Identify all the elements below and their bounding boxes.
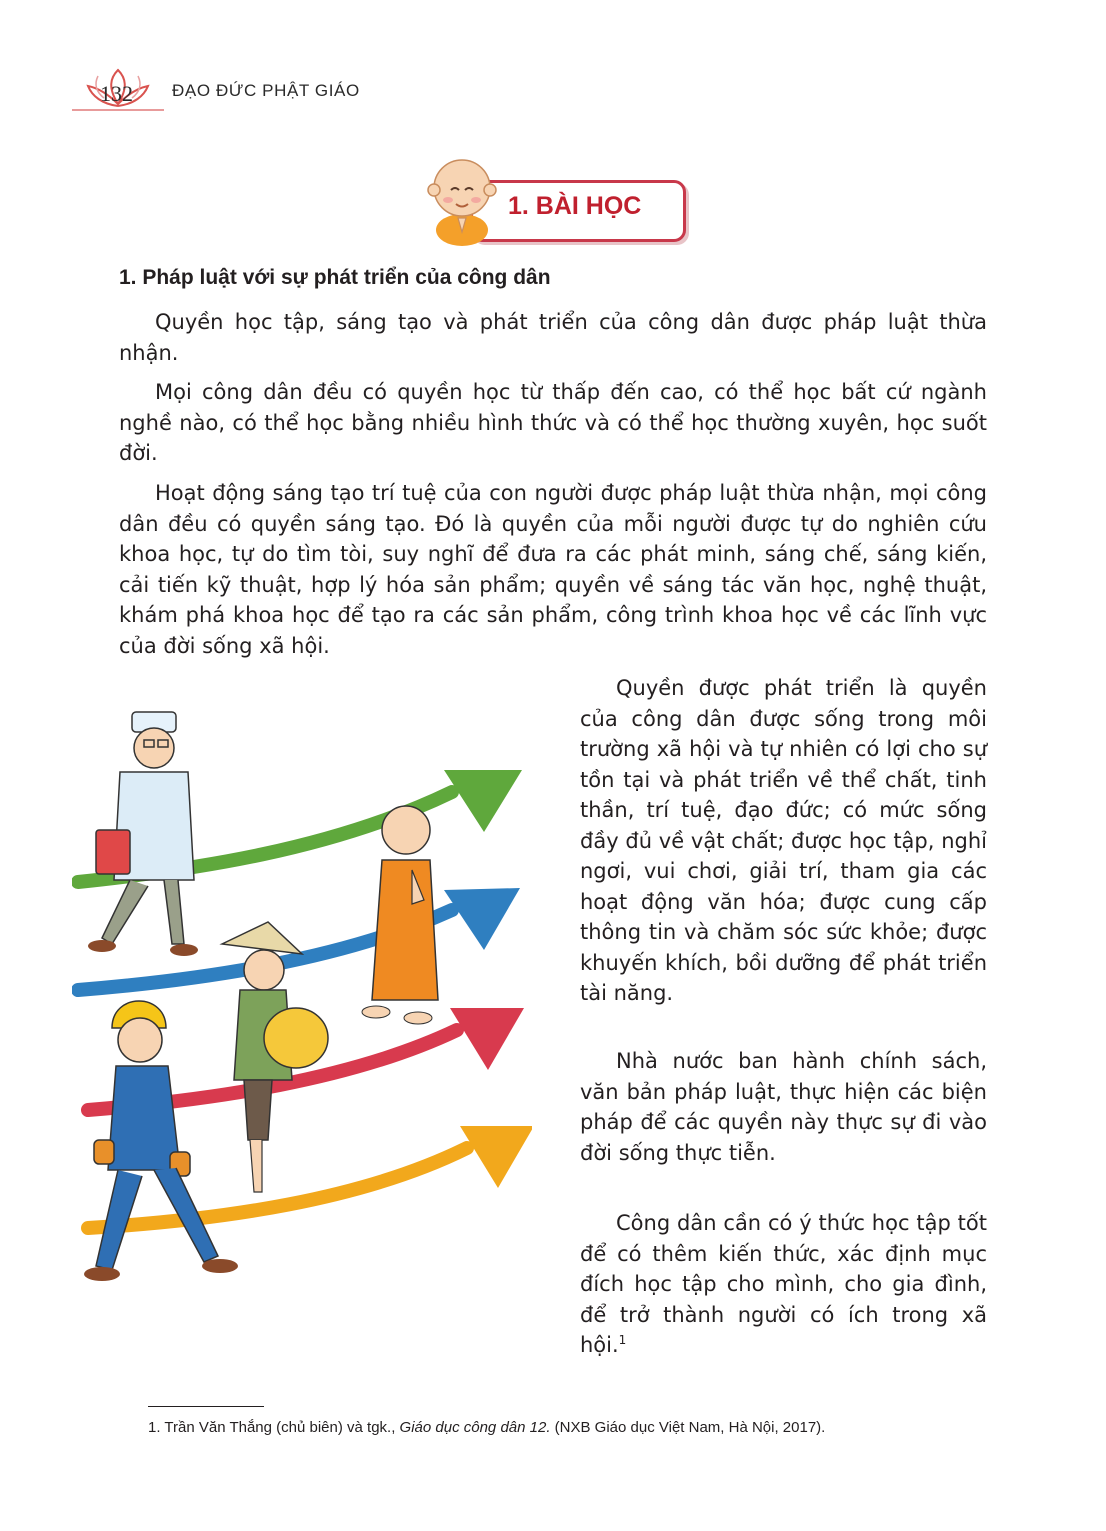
footnote-divider xyxy=(148,1406,264,1407)
running-title: ĐẠO ĐỨC PHẬT GIÁO xyxy=(172,81,360,100)
section-heading: 1. Pháp luật với sự phát triển của công dân xyxy=(119,266,551,289)
paragraph-5: Nhà nước ban hành chính sách, văn bản pháp luật, thực hiện các biện pháp để các quyền này thực sự đi vào đời sống thực tiễn. xyxy=(580,1049,987,1165)
development-illustration xyxy=(72,700,532,1300)
footnote-marker: 1 xyxy=(618,1333,627,1347)
monk-figure xyxy=(362,806,438,1024)
green-arrow-head xyxy=(444,770,522,832)
paragraph-4: Quyền được phát triển là quyền của công dân được sống trong môi trường xã hội và tự nhiên có lợi cho sự tồn tại và phát triển về thể chất, tinh thần, trí tuệ, đạo đức; có mức sống đầy đủ về vật chất; được học tập, nghỉ ngơi, vui chơi, giải trí, tham gia các hoạt động văn hóa; được cung cấp thông tin và chăm sóc sức khỏe; được khuyến khích, bồi dưỡng để phát triển tài năng. xyxy=(580,676,987,1005)
yellow-arrow-head xyxy=(460,1126,532,1188)
lesson-badge xyxy=(418,148,688,248)
footnote-suffix: (NXB Giáo dục Việt Nam, Hà Nội, 2017). xyxy=(550,1419,826,1436)
paragraph-2: Mọi công dân đều có quyền học từ thấp đến cao, có thể học bất cứ ngành nghề nào, có thể học bằng nhiều hình thức và có thể học thường xuyên, học suốt đời. xyxy=(119,380,987,465)
badge-label: 1. BÀI HỌC xyxy=(508,192,642,220)
page-number: 132 xyxy=(100,81,133,106)
paragraph-3: Hoạt động sáng tạo trí tuệ của con người được pháp luật thừa nhận, mọi công dân đều có quyền sáng tạo. Đó là quyền của mỗi người được tự do nghiên cứu khoa học, tự do tìm tòi, suy nghĩ để đưa ra các phát minh, sáng chế, sáng kiến, cải tiến kỹ thuật, hợp lý hóa sản phẩm; quyền về sáng tác văn học, nghệ thuật, khám phá khoa học để tạo ra các sản phẩm, công trình khoa học về các lĩnh vực của đời sống xã hội. xyxy=(119,481,987,658)
paragraph-6-text: Công dân cần có ý thức học tập tốt để có thêm kiến thức, xác định mục đích học tập cho mình, cho gia đình, để trở thành người có ích trong xã hội. xyxy=(580,1211,987,1357)
child-monk-icon xyxy=(418,148,508,248)
footnote-title: Giáo dục công dân 12. xyxy=(399,1419,551,1436)
footnote-prefix: 1. Trần Văn Thắng (chủ biên) và tgk., xyxy=(148,1419,400,1436)
footnote xyxy=(148,1419,1008,1436)
blue-arrow-head xyxy=(444,888,520,950)
paragraph-6 xyxy=(580,1208,987,1361)
red-arrow-head xyxy=(450,1008,524,1070)
doctor-figure xyxy=(88,712,198,956)
worker-figure xyxy=(84,1001,238,1281)
paragraph-1: Quyền học tập, sáng tạo và phát triển của công dân được pháp luật thừa nhận. xyxy=(119,310,987,365)
page-header xyxy=(68,64,488,116)
